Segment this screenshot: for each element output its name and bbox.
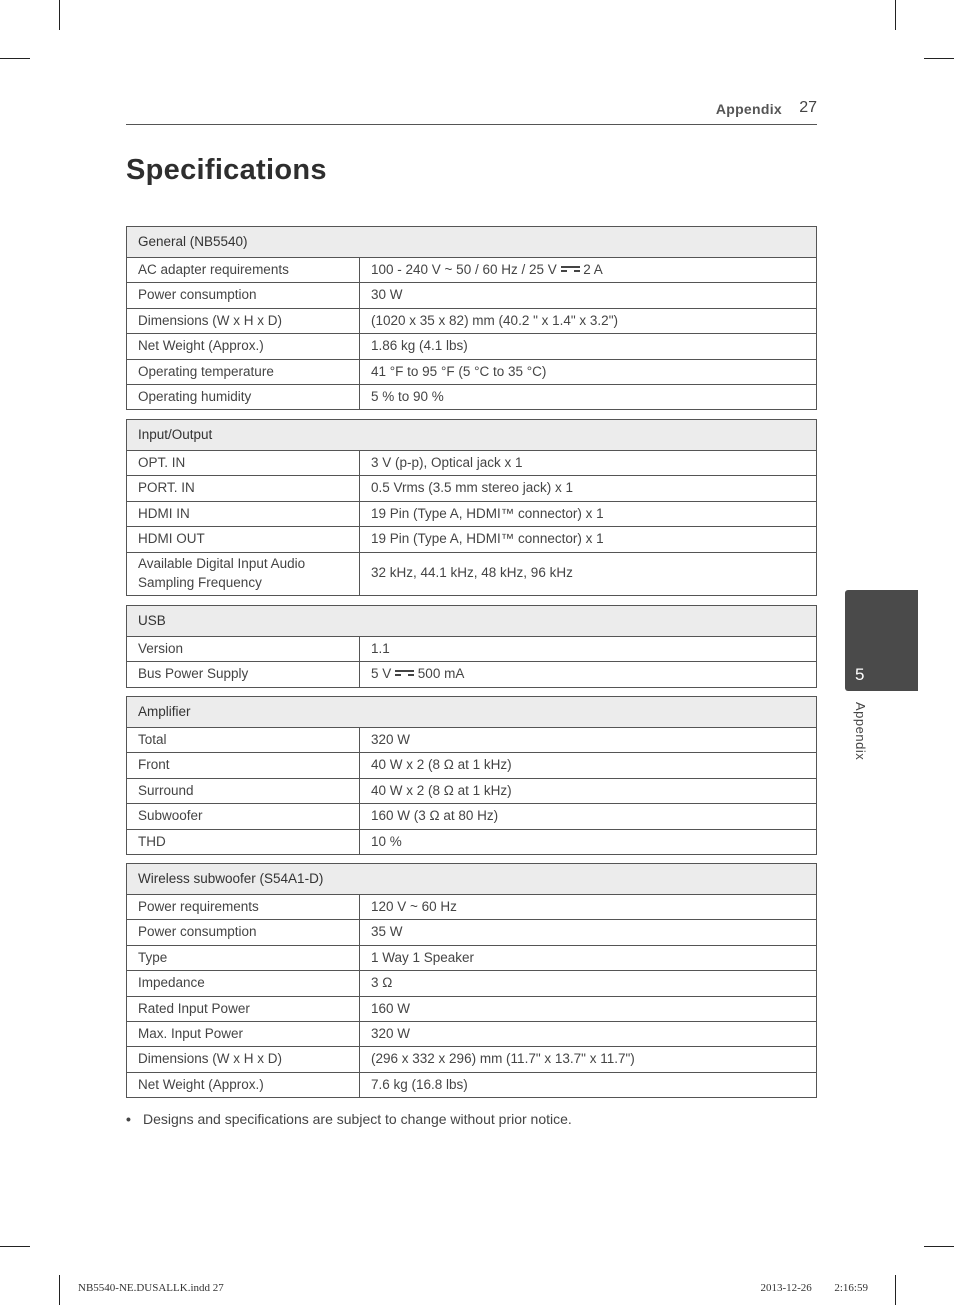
dc-symbol-icon — [561, 265, 580, 273]
table-row — [127, 662, 817, 687]
spec-label: OPT. IN — [127, 451, 360, 476]
table-row — [127, 359, 817, 384]
spec-value: 3 V (p-p), Optical jack x 1 — [360, 451, 817, 476]
table-row — [127, 1021, 817, 1046]
crop-mark — [895, 0, 896, 30]
footnote-text: Designs and specifications are subject to change without prior notice. — [143, 1111, 572, 1127]
spec-table-amplifier — [126, 696, 817, 855]
spec-value: 120 V ~ 60 Hz — [360, 895, 817, 920]
crop-mark — [0, 58, 30, 59]
spec-label: HDMI OUT — [127, 527, 360, 552]
table-row — [127, 384, 817, 409]
spec-value: 5 % to 90 % — [360, 384, 817, 409]
spec-label: Front — [127, 753, 360, 778]
table-row — [127, 920, 817, 945]
table-header-row — [127, 420, 817, 451]
spec-value: 160 W (3 Ω at 80 Hz) — [360, 804, 817, 829]
page-title: Specifications — [126, 154, 327, 186]
crop-mark — [924, 58, 954, 59]
chapter-tab-label: Appendix — [853, 702, 868, 761]
spec-label: Net Weight (Approx.) — [127, 1072, 360, 1097]
table-row — [127, 829, 817, 854]
spec-label: Dimensions (W x H x D) — [127, 308, 360, 333]
table-header-row — [127, 227, 817, 258]
spec-value — [360, 258, 817, 283]
spec-label: Dimensions (W x H x D) — [127, 1047, 360, 1072]
table-row — [127, 753, 817, 778]
spec-value — [360, 662, 817, 687]
spec-value: 10 % — [360, 829, 817, 854]
bullet-icon: • — [126, 1111, 131, 1127]
table-header-row — [127, 697, 817, 728]
chapter-number: 5 — [855, 665, 865, 684]
spec-label: Power requirements — [127, 895, 360, 920]
spec-value: 35 W — [360, 920, 817, 945]
crop-mark — [59, 1275, 60, 1305]
crop-mark — [895, 1275, 896, 1305]
spec-value-text: 5 V — [371, 666, 392, 682]
section-heading: General (NB5540) — [127, 227, 817, 258]
spec-value: 0.5 Vrms (3.5 mm stereo jack) x 1 — [360, 476, 817, 501]
spec-table-input-output — [126, 419, 817, 596]
table-row — [127, 451, 817, 476]
spec-value: 41 °F to 95 °F (5 °C to 35 °C) — [360, 359, 817, 384]
spec-value: 320 W — [360, 1021, 817, 1046]
spec-label: Subwoofer — [127, 804, 360, 829]
spec-label: THD — [127, 829, 360, 854]
table-row — [127, 552, 817, 595]
table-row — [127, 283, 817, 308]
crop-mark — [59, 0, 60, 30]
spec-label: Max. Input Power — [127, 1021, 360, 1046]
spec-label: HDMI IN — [127, 501, 360, 526]
print-slug-date: 2013-12-26 ￿￿ 2:16:59 — [760, 1282, 868, 1294]
table-row — [127, 728, 817, 753]
spec-label: Power consumption — [127, 283, 360, 308]
spec-value: 7.6 kg (16.8 lbs) — [360, 1072, 817, 1097]
section-heading: Input/Output — [127, 420, 817, 451]
table-row — [127, 527, 817, 552]
table-row — [127, 945, 817, 970]
table-row — [127, 334, 817, 359]
spec-table-general — [126, 226, 817, 410]
table-row — [127, 971, 817, 996]
spec-value: 40 W x 2 (8 Ω at 1 kHz) — [360, 753, 817, 778]
spec-value: 19 Pin (Type A, HDMI™ connector) x 1 — [360, 501, 817, 526]
spec-label: Impedance — [127, 971, 360, 996]
crop-mark — [924, 1246, 954, 1247]
spec-label: Rated Input Power — [127, 996, 360, 1021]
spec-label: Operating humidity — [127, 384, 360, 409]
spec-label: Power consumption — [127, 920, 360, 945]
spec-label: AC adapter requirements — [127, 258, 360, 283]
table-row — [127, 476, 817, 501]
section-heading: Wireless subwoofer (S54A1-D) — [127, 864, 817, 895]
spec-value-text: 2 A — [583, 262, 603, 278]
spec-label: Total — [127, 728, 360, 753]
spec-value: 1 Way 1 Speaker — [360, 945, 817, 970]
section-heading: Amplifier — [127, 697, 817, 728]
dc-symbol-icon — [395, 669, 414, 677]
table-row — [127, 501, 817, 526]
table-row — [127, 895, 817, 920]
spec-value: 1.86 kg (4.1 lbs) — [360, 334, 817, 359]
table-header-row — [127, 606, 817, 637]
section-heading: USB — [127, 606, 817, 637]
table-row — [127, 778, 817, 803]
spec-value: 32 kHz, 44.1 kHz, 48 kHz, 96 kHz — [360, 552, 817, 595]
table-row — [127, 1072, 817, 1097]
spec-label: Type — [127, 945, 360, 970]
running-header — [126, 98, 817, 125]
crop-mark — [0, 1246, 30, 1247]
spec-value: 320 W — [360, 728, 817, 753]
spec-label: Bus Power Supply — [127, 662, 360, 687]
spec-table-usb — [126, 605, 817, 688]
header-section-label: Appendix — [715, 101, 782, 117]
spec-table-wireless-subwoofer — [126, 863, 817, 1098]
table-row — [127, 258, 817, 283]
spec-value: 40 W x 2 (8 Ω at 1 kHz) — [360, 778, 817, 803]
spec-label: PORT. IN — [127, 476, 360, 501]
spec-value: (296 x 332 x 296) mm (11.7" x 13.7" x 11.7") — [360, 1047, 817, 1072]
spec-label: Available Digital Input Audio Sampling Frequency — [127, 552, 360, 595]
chapter-tab — [845, 590, 918, 691]
spec-label: Operating temperature — [127, 359, 360, 384]
spec-label: Net Weight (Approx.) — [127, 334, 360, 359]
table-row — [127, 996, 817, 1021]
table-row — [127, 637, 817, 662]
footnote — [126, 1111, 572, 1127]
table-header-row — [127, 864, 817, 895]
spec-value: 3 Ω — [360, 971, 817, 996]
spec-label: Version — [127, 637, 360, 662]
spec-value-text: 100 - 240 V ~ 50 / 60 Hz / 25 V — [371, 262, 557, 278]
table-row — [127, 804, 817, 829]
spec-value: 30 W — [360, 283, 817, 308]
page-number: 27 — [799, 99, 817, 116]
print-slug-file: NB5540-NE.DUSALLK.indd 27 — [78, 1282, 224, 1294]
spec-value-text: 500 mA — [417, 666, 465, 682]
spec-value: 160 W — [360, 996, 817, 1021]
spec-value: 1.1 — [360, 637, 817, 662]
spec-value: (1020 x 35 x 82) mm (40.2 " x 1.4" x 3.2") — [360, 308, 817, 333]
table-row — [127, 1047, 817, 1072]
spec-value: 19 Pin (Type A, HDMI™ connector) x 1 — [360, 527, 817, 552]
table-row — [127, 308, 817, 333]
spec-label: Surround — [127, 778, 360, 803]
